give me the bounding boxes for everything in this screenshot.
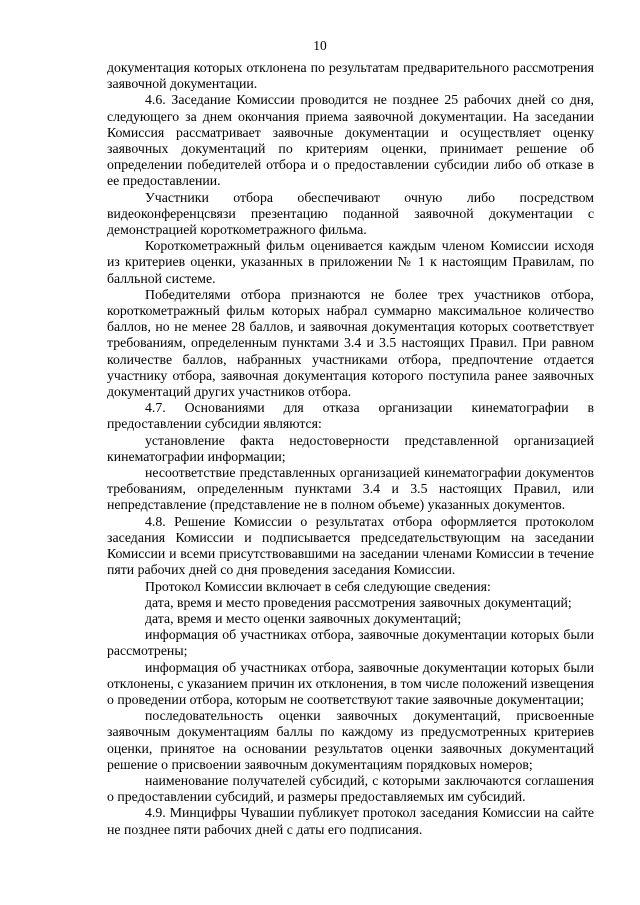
paragraph: Победителями отбора признаются не более трех участников отбора, короткометражный фильм которых набрал суммарно максимальное количество баллов, но не менее 28 баллов, и заявочная документация которых соответствует требованиям, определенным пунктами 3.4 и 3.5 настоящих Правил. При равном количестве баллов, набранных участниками отбора, предпочтение отдается участнику отбора, заявочная документация которого поступила ранее заявочных документаций других участников отбора. (107, 286, 594, 400)
paragraph: информация об участниках отбора, заявочные документации которых были отклонены, с указанием причин их отклонения, в том числе положений извещения о проведении отбора, которым не соответствуют такие заявочные документации; (107, 659, 594, 707)
paragraph: несоответствие представленных организацией кинематографии документов требованиям, определенным пунктами 3.4 и 3.5 настоящих Правил, или непредставление (представление не в полном объеме) указанных документов. (107, 465, 594, 513)
page-number: 10 (313, 38, 327, 53)
paragraph: 4.8. Решение Комиссии о результатах отбора оформляется протоколом заседания Комиссии и подписывается председательствующим на заседании Комиссии и всеми присутствовавшими на заседании членами Комиссии в течение пяти рабочих дней со дня проведения заседания Комиссии. (107, 513, 594, 578)
paragraph: наименование получателей субсидий, с которыми заключаются соглашения о предоставлении субсидий, и размеры предоставляемых им субсидий. (107, 772, 594, 805)
paragraph: информация об участниках отбора, заявочные документации которых были рассмотрены; (107, 627, 594, 659)
paragraph: документация которых отклонена по результатам предварительного рассмотрения заявочной документации. (107, 60, 594, 92)
paragraph: Протокол Комиссии включает в себя следующие сведения: (145, 578, 491, 594)
paragraph: Участники отбора обеспечивают очную либо посредством видеоконференцсвязи презентацию поданной заявочной документации с демонстрацией короткометражного фильма. (107, 189, 594, 238)
paragraph: дата, время и место проведения рассмотрения заявочных документаций; (145, 594, 572, 610)
paragraph: дата, время и место оценки заявочных документаций; (145, 610, 462, 626)
paragraph: 4.7. Основаниями для отказа организации кинематографии в предоставлении субсидии являются: (107, 400, 594, 432)
paragraph: 4.6. Заседание Комиссии проводится не позднее 25 рабочих дней со дня, следующего за днем окончания приема заявочной документации. На заседании Комиссия рассматривает заявочные документации и осуществляет оценку заявочных документаций по критериям оценки, принимает решение об определении победителей отбора и о предоставлении субсидии либо об отказе в ее предоставлении. (107, 92, 594, 189)
paragraph: установление факта недостоверности представленной организацией кинематографии информации; (107, 432, 594, 464)
paragraph: Короткометражный фильм оценивается каждым членом Комиссии исходя из критериев оценки, указанных в приложении № 1 к настоящим Правилам, по балльной системе. (107, 238, 594, 286)
document-body (107, 60, 594, 838)
paragraph: последовательность оценки заявочных документаций, присвоенные заявочным документациям баллы по каждому из предусмотренных критериев оценки, принятое на основании результатов оценки заявочных документаций решение о присвоении заявочным документациям порядковых номеров; (107, 708, 594, 772)
paragraph: 4.9. Минцифры Чувашии публикует протокол заседания Комиссии на сайте не позднее пяти рабочих дней с даты его подписания. (107, 805, 594, 837)
